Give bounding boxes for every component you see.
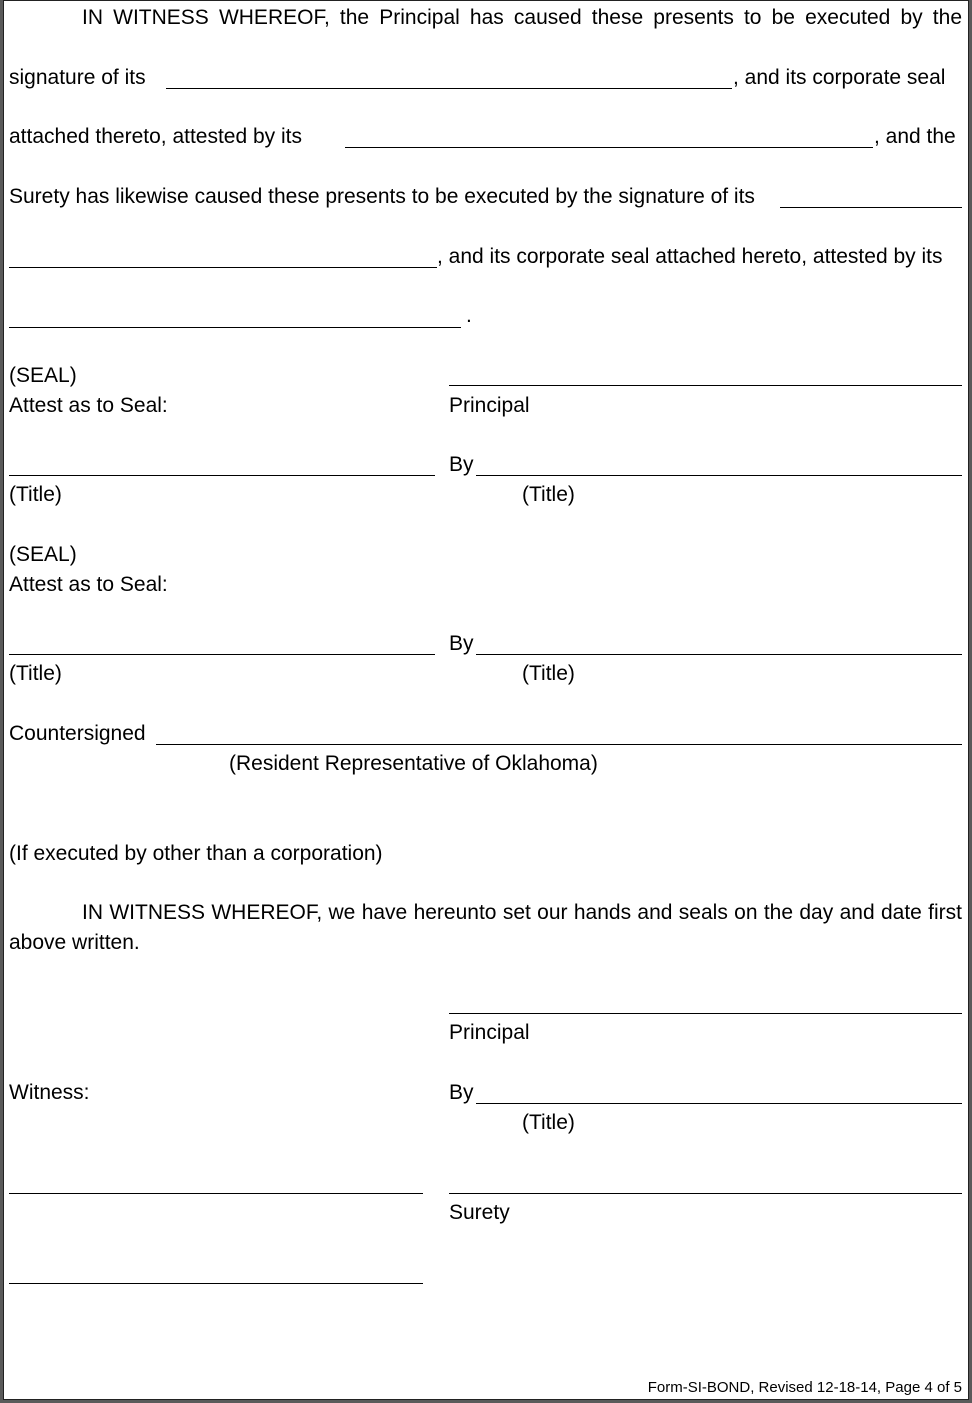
witness-line-3-start: attached thereto, attested by its <box>9 125 303 148</box>
title-right-3: (Title) <box>522 1111 575 1134</box>
non-corporation-heading: (If executed by other than a corporation) <box>9 842 383 865</box>
surety-attester-blank[interactable] <box>9 327 461 328</box>
by-signature-line-3[interactable] <box>476 1103 962 1104</box>
witness-line-2-start: signature of its <box>9 66 146 89</box>
principal-label-2: Principal <box>449 1021 530 1044</box>
form-page <box>3 0 969 1400</box>
title-left-1: (Title) <box>9 483 62 506</box>
witness-line-6-period: . <box>466 304 472 327</box>
principal-signature-line-2[interactable] <box>449 1013 962 1014</box>
principal-attester-blank[interactable] <box>345 147 873 148</box>
witness-line-4: Surety has likewise caused these presents to be executed by the signature of its <box>9 185 755 208</box>
countersigned-label: Countersigned <box>9 722 146 745</box>
witness-line-2-end: , and its corporate seal <box>733 66 946 89</box>
surety-signatory-blank-b[interactable] <box>9 267 437 268</box>
resident-representative-caption: (Resident Representative of Oklahoma) <box>229 752 598 775</box>
attest-label-1: Attest as to Seal: <box>9 394 168 417</box>
seal-label-1: (SEAL) <box>9 364 77 387</box>
countersigned-signature-line[interactable] <box>156 744 962 745</box>
surety-label: Surety <box>449 1201 510 1224</box>
by-signature-line-2[interactable] <box>476 654 962 655</box>
witness-signature-line-2[interactable] <box>9 1283 423 1284</box>
by-signature-line-1[interactable] <box>476 475 962 476</box>
attest-signature-line-2[interactable] <box>9 654 435 655</box>
principal-label-1: Principal <box>449 394 530 417</box>
by-label-3: By <box>449 1081 474 1104</box>
witness-line-1: IN WITNESS WHEREOF, the Principal has caused these presents to be executed by the <box>82 6 962 29</box>
principal-signature-line-1[interactable] <box>449 385 962 386</box>
surety-signatory-blank-a[interactable] <box>780 207 962 208</box>
form-footer: Form-SI-BOND, Revised 12-18-14, Page 4 of 5 <box>647 1379 962 1396</box>
witness-line-5: , and its corporate seal attached hereto, attested by its <box>437 245 943 268</box>
title-left-2: (Title) <box>9 662 62 685</box>
witness-line-3-end: , and the <box>874 125 956 148</box>
non-corp-witness-line-1: IN WITNESS WHEREOF, we have hereunto set our hands and seals on the day and date first <box>82 901 962 924</box>
title-right-2: (Title) <box>522 662 575 685</box>
seal-label-2: (SEAL) <box>9 543 77 566</box>
principal-signatory-blank[interactable] <box>166 88 732 89</box>
attest-signature-line-1[interactable] <box>9 475 435 476</box>
title-right-1: (Title) <box>522 483 575 506</box>
witness-signature-line-1[interactable] <box>9 1193 423 1194</box>
surety-signature-line[interactable] <box>449 1193 962 1194</box>
witness-label: Witness: <box>9 1081 90 1104</box>
non-corp-witness-line-2: above written. <box>9 931 140 954</box>
by-label-1: By <box>449 453 474 476</box>
by-label-2: By <box>449 632 474 655</box>
attest-label-2: Attest as to Seal: <box>9 573 168 596</box>
